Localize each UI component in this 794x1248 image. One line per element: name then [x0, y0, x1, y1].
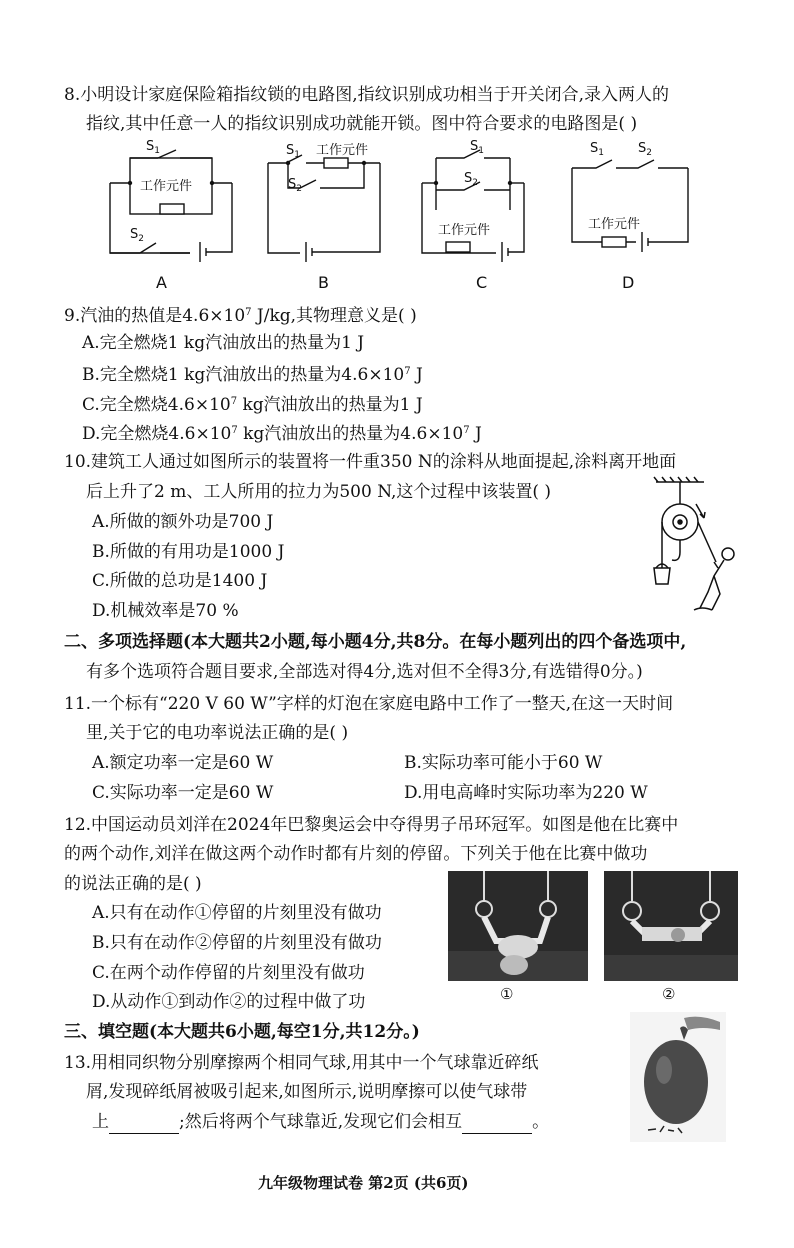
- label-s1-b: $S_1$: [286, 143, 300, 160]
- q8-circuit-diagrams: [100, 138, 700, 298]
- q8-stem-line1: 8.小明设计家庭保险箱指纹锁的电路图,指纹识别成功相当于开关闭合,录入两人的: [64, 85, 670, 105]
- q13-stem-line1: 13.用相同织物分别摩擦两个相同气球,用其中一个气球靠近碎纸: [64, 1053, 539, 1073]
- q10-option-d: D.机械效率是70 %: [92, 601, 239, 621]
- blank-1[interactable]: [109, 1111, 179, 1134]
- q13-stem-line3: 上 ;然后将两个气球靠近,发现它们会相互 。: [92, 1112, 550, 1132]
- q10-option-b: B.所做的有用功是1000 J: [92, 542, 285, 562]
- q12-option-a: A.只有在动作①停留的片刻里没有做功: [92, 903, 382, 923]
- blank-2[interactable]: [462, 1111, 532, 1134]
- label-s1-a: $S_1$: [146, 139, 160, 156]
- q11-stem-line2: 里,关于它的电功率说法正确的是( ): [86, 723, 349, 743]
- option-label-d: D: [622, 273, 635, 292]
- photo-label-2: ②: [662, 985, 676, 1003]
- q11-option-a: A.额定功率一定是60 W: [92, 753, 274, 773]
- label-s2-b: $S_2$: [288, 177, 302, 194]
- q9-option-b: B.完全燃烧1 kg汽油放出的热量为$4.6\times 10^7$ J: [82, 365, 423, 385]
- label-work-element-c: 工作元件: [438, 223, 491, 238]
- q12-stem-line1: 12.中国运动员刘洋在2024年巴黎奥运会中夺得男子吊环冠军。如图是他在比赛中: [64, 815, 679, 835]
- label-work-element-a: 工作元件: [140, 179, 193, 194]
- label-s1-d: $S_1$: [590, 141, 604, 158]
- option-label-a: A: [156, 273, 167, 292]
- rings-photo-2: [604, 871, 738, 981]
- q12-stem-line3: 的说法正确的是( ): [64, 874, 202, 894]
- q12-option-b: B.只有在动作②停留的片刻里没有做功: [92, 933, 382, 953]
- label-s2-d: $S_2$: [638, 141, 652, 158]
- q11-option-d: D.用电高峰时实际功率为220 W: [404, 783, 648, 803]
- q8-stem-line2: 指纹,其中任意一人的指纹识别成功就能开锁。图中符合要求的电路图是( ): [86, 114, 638, 134]
- q13-stem-line2: 屑,发现碎纸屑被吸引起来,如图所示,说明摩擦可以使气球带: [86, 1082, 528, 1102]
- q10-stem-line2: 后上升了2 m、工人所用的拉力为500 N,这个过程中该装置( ): [86, 482, 552, 502]
- q10-stem-line1: 10.建筑工人通过如图所示的装置将一件重350 N的涂料从地面提起,涂料离开地面: [64, 452, 677, 472]
- label-work-element-b: 工作元件: [316, 143, 369, 158]
- label-s2-a: $S_2$: [130, 227, 144, 244]
- q10-option-a: A.所做的额外功是700 J: [92, 512, 274, 532]
- label-s2-c: $S_2$: [464, 171, 478, 188]
- label-s1-c: $S_1$: [470, 139, 484, 156]
- option-label-b: B: [318, 273, 329, 292]
- option-label-c: C: [476, 273, 488, 292]
- page-footer: 九年级物理试卷 第2页 (共6页): [258, 1174, 469, 1192]
- q11-stem-line1: 11.一个标有“220 V 60 W”字样的灯泡在家庭电路中工作了一整天,在这一天时间: [64, 694, 674, 714]
- pulley-worker-figure: [644, 476, 744, 618]
- q12-stem-line2: 的两个动作,刘洋在做这两个动作时都有片刻的停留。下列关于他在比赛中做功: [64, 844, 648, 864]
- q10-option-c: C.所做的总功是1400 J: [92, 571, 268, 591]
- q9-option-d: D.完全燃烧$4.6\times 10^7$ kg汽油放出的热量为$4.6\times 10^7$ J: [82, 424, 482, 444]
- q11-option-b: B.实际功率可能小于60 W: [404, 753, 603, 773]
- photo-label-1: ①: [500, 985, 514, 1003]
- q9-option-a: A.完全燃烧1 kg汽油放出的热量为1 J: [82, 333, 365, 353]
- q9-stem: 9.汽油的热值是$4.6\times 10^7$ J/kg,其物理意义是( ): [64, 306, 417, 326]
- balloon-photo: [630, 1012, 726, 1142]
- section3-title: 三、填空题(本大题共6小题,每空1分,共12分。): [64, 1022, 420, 1042]
- section2-instructions: 有多个选项符合题目要求,全部选对得4分,选对但不全得3分,有选错得0分。): [86, 662, 643, 682]
- q12-option-d: D.从动作①到动作②的过程中做了功: [92, 992, 366, 1012]
- q11-option-c: C.实际功率一定是60 W: [92, 783, 274, 803]
- rings-photo-1: [448, 871, 588, 981]
- q12-option-c: C.在两个动作停留的片刻里没有做功: [92, 963, 365, 983]
- section2-title: 二、多项选择题(本大题共2小题,每小题4分,共8分。在每小题列出的四个备选项中,: [64, 632, 687, 652]
- q9-option-c: C.完全燃烧$4.6\times 10^7$ kg汽油放出的热量为1 J: [82, 395, 423, 415]
- label-work-element-d: 工作元件: [588, 217, 641, 232]
